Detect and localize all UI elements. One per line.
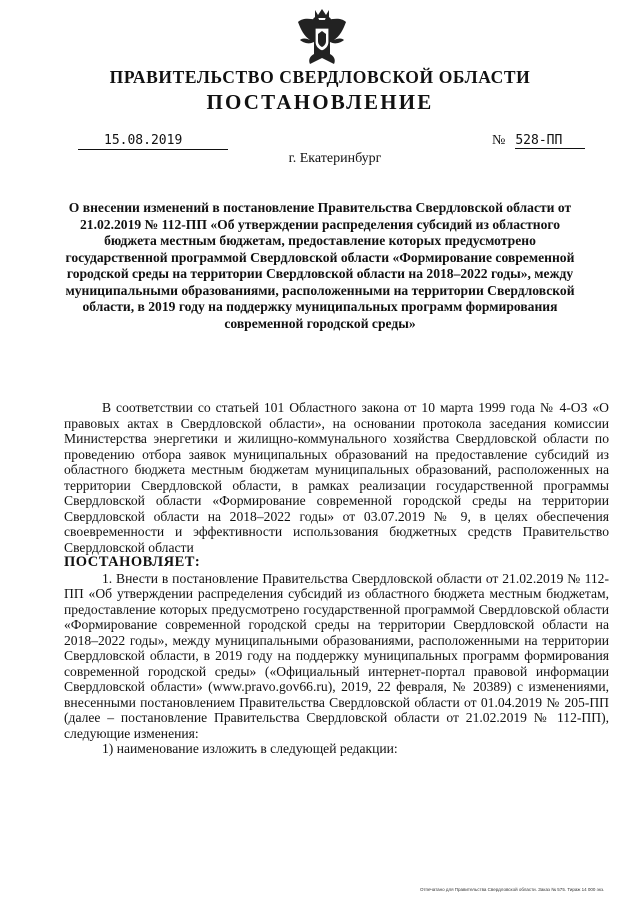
item-1-1-paragraph: 1) наименование изложить в следующей редакции: <box>102 741 398 756</box>
number-sign: № <box>492 133 506 148</box>
document-heading: О внесении изменений в постановление Правительства Свердловской области от 21.02.2019 № 112-ПП «Об утверждении распределения субсидий из областного бюджета местным бюджетам, предоставление которых предусмотрено государственной программой Свердловской области «Формирование современной городской среды на территории Свердловской области на 2018–2022 годы», между муниципальными образованиями, расположенными на территории Свердловской области, в 2019 году на поддержку муниципальных программ формирования современной городской среды» <box>65 200 575 331</box>
document-city: г. Екатеринбург <box>288 151 382 166</box>
document-date: 15.08.2019 <box>78 133 228 150</box>
government-name: ПРАВИТЕЛЬСТВО СВЕРДЛОВСКОЙ ОБЛАСТИ <box>109 67 531 87</box>
print-note: Отпечатано для Правительства Свердловской области. Заказ № 575. Тираж 14 000 экз. <box>420 887 605 892</box>
document-type: ПОСТАНОВЛЕНИЕ <box>206 90 434 114</box>
document-number: 528-ПП <box>515 133 585 149</box>
document-body <box>64 400 609 757</box>
item-1-paragraph: 1. Внести в постановление Правительства Свердловской области от 21.02.2019 № 112-ПП «Об утверждении распределения субсидий из областного бюджета местным бюджетам, предоставление которых предусмотрено государственной программой Свердловской области «Формирование современной городской среды на территории Свердловской области на 2018–2022 годы», между муниципальными образованиями, расположенными на территории Свердловской области, в 2019 году на поддержку муниципальных программ формирования современной городской среды» («Официальный интернет-портал правовой информации Свердловской области» (www.pravo.gov66.ru), 2019, 22 февраля, № 20389) с изменениями, внесенными постановлением Правительства Свердловской области от 01.04.2019 № 205-ПП (далее – постановление Правительства Свердловской области от 21.02.2019 № 112-ПП), следующие изменения: <box>64 570 609 741</box>
resolves-heading: ПОСТАНОВЛЯЕТ: <box>64 554 201 570</box>
preamble-paragraph: В соответствии со статьей 101 Областного закона от 10 марта 1999 года № 4-ОЗ «О правовых актах в Свердловской области», на основании протокола заседания комиссии Министерства энергетики и жилищно-коммунального хозяйства Свердловской области по проведению отбора заявок муниципальных образований на предоставление субсидий из областного бюджета местным бюджетам муниципальных образований, расположенных на территории Свердловской области, в рамках реализации государственной программы Свердловской области «Формирование современной городской среды на территории Свердловской области на 2018–2022 годы» от 03.07.2019 № 9, в целях обеспечения своевременности и эффективности использования бюджетных средств Правительство Свердловской области <box>64 400 609 555</box>
coat-of-arms-icon <box>296 8 348 66</box>
document-number-field <box>492 133 595 150</box>
